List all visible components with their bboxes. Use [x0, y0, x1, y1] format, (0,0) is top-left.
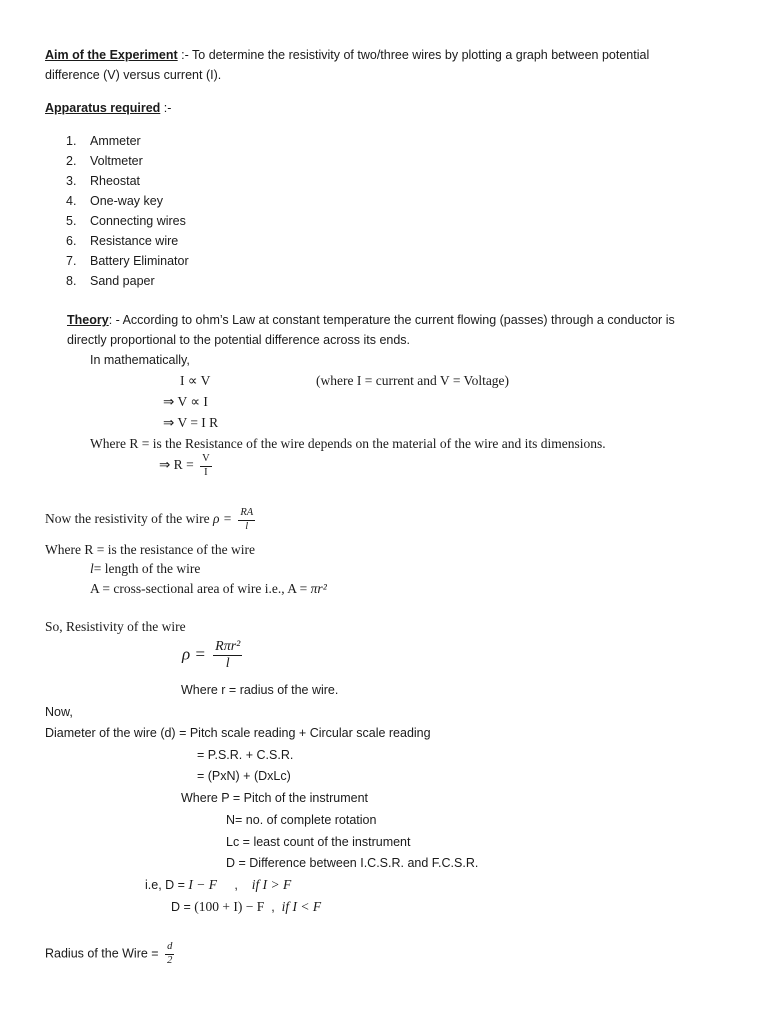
list-text: Rheostat [90, 174, 141, 188]
case-expression: I − F [188, 877, 218, 892]
area-definition [90, 581, 327, 597]
fraction-numerator: Rπr² [215, 639, 241, 654]
apparatus-list [66, 131, 189, 291]
equation-r-v-over-i [159, 454, 212, 478]
theory-line-1 [67, 313, 675, 327]
list-number: 5. [66, 214, 77, 228]
apparatus-suffix: :- [160, 101, 172, 115]
case-separator: , [217, 878, 252, 892]
apparatus-heading: Apparatus required [45, 101, 161, 115]
d-case-2 [171, 899, 321, 915]
diameter-line-3: = (PxN) + (DxLc) [197, 769, 291, 783]
resistivity-line [45, 508, 255, 532]
length-symbol: l [90, 561, 94, 576]
rho-lhs: ρ = [212, 511, 236, 527]
equation-i-prop-v: I ∝ V [180, 373, 211, 388]
rotation-definition: N= no. of complete rotation [226, 813, 377, 827]
radius-line [45, 942, 174, 966]
area-expression: πr² [310, 581, 327, 596]
length-text: = length of the wire [93, 561, 201, 576]
radius-definition: Where r = radius of the wire. [181, 683, 339, 697]
so-resistivity-line: So, Resistivity of the wire [45, 619, 186, 634]
aim-heading: Aim of the Experiment [45, 48, 178, 62]
list-item [66, 191, 189, 211]
list-number: 6. [66, 234, 77, 248]
case-separator: , [264, 900, 282, 914]
list-number: 7. [66, 254, 77, 268]
list-number: 1. [66, 134, 77, 148]
equation-v-ir: ⇒ V = I R [163, 415, 219, 430]
theory-text-1: : - According to ohm’s Law at constant temperature the current flowing (passes) through a conductor is [108, 313, 675, 327]
apparatus-heading-line [45, 101, 171, 115]
radius-label: Radius of the Wire = [45, 946, 163, 961]
list-item [66, 211, 189, 231]
fraction [213, 640, 242, 671]
fraction-numerator: RA [238, 508, 255, 521]
aim-line-1 [45, 48, 649, 62]
difference-definition: D = Difference between I.C.S.R. and F.C.S.R. [226, 856, 479, 870]
area-text: A = cross-sectional area of wire i.e., A = [90, 581, 311, 596]
list-number: 2. [66, 154, 77, 168]
resistance-definition: Where R = is the Resistance of the wire depends on the material of the wire and its dimensions. [90, 436, 606, 451]
list-text: Battery Eliminator [90, 254, 189, 268]
theory-line-2: directly proportional to the potential difference across its ends. [67, 333, 411, 347]
fraction-numerator: V [200, 454, 212, 467]
theory-heading: Theory [67, 313, 109, 327]
length-definition [90, 561, 200, 577]
rho-formula [182, 640, 242, 671]
equation-lhs: ⇒ R = [159, 457, 198, 473]
list-number: 8. [66, 274, 77, 288]
list-text: Ammeter [90, 134, 141, 148]
equation-note: (where I = current and V = Voltage) [316, 373, 510, 388]
list-item [66, 251, 189, 271]
now-line: Now, [45, 705, 73, 719]
list-text: Resistance wire [90, 234, 179, 248]
list-item [66, 271, 189, 291]
fraction-denominator: l [245, 520, 249, 532]
least-count-definition: Lc = least count of the instrument [226, 835, 411, 849]
case-prefix: i.e, D = [145, 878, 189, 892]
fraction-denominator: 2 [167, 954, 173, 966]
resistivity-intro: Now the resistivity of the wire [45, 511, 213, 527]
case-condition: if I > F [251, 877, 292, 892]
list-item [66, 231, 189, 251]
list-text: Sand paper [90, 274, 155, 288]
list-number: 4. [66, 194, 77, 208]
list-item [66, 151, 189, 171]
fraction [200, 454, 212, 478]
theory-line-3: In mathematically, [90, 353, 190, 367]
diameter-line-1: Diameter of the wire (d) = Pitch scale reading + Circular scale reading [45, 726, 431, 740]
list-item [66, 131, 189, 151]
diameter-line-2: = P.S.R. + C.S.R. [197, 748, 294, 762]
rho-lhs: ρ = [182, 644, 211, 664]
list-number: 3. [66, 174, 77, 188]
list-text: Connecting wires [90, 214, 186, 228]
list-text: Voltmeter [90, 154, 143, 168]
fraction [238, 508, 255, 532]
pitch-definition: Where P = Pitch of the instrument [181, 791, 369, 805]
list-text: One-way key [90, 194, 163, 208]
d-case-1 [145, 877, 291, 893]
aim-line-2: difference (V) versus current (I). [45, 68, 222, 82]
aim-text-1: :- To determine the resistivity of two/three wires by plotting a graph between potential [177, 48, 650, 62]
equation-v-prop-i: ⇒ V ∝ I [163, 394, 208, 409]
list-item [66, 171, 189, 191]
fraction [165, 942, 174, 966]
fraction-numerator: d [165, 942, 174, 955]
case-prefix: D = [171, 900, 195, 914]
fraction-denominator: I [204, 466, 208, 478]
case-expression: (100 + I) − F [194, 899, 265, 914]
case-condition: if I < F [281, 899, 322, 914]
fraction-denominator: l [225, 656, 230, 671]
resistance-where-line: Where R = is the resistance of the wire [45, 542, 256, 557]
